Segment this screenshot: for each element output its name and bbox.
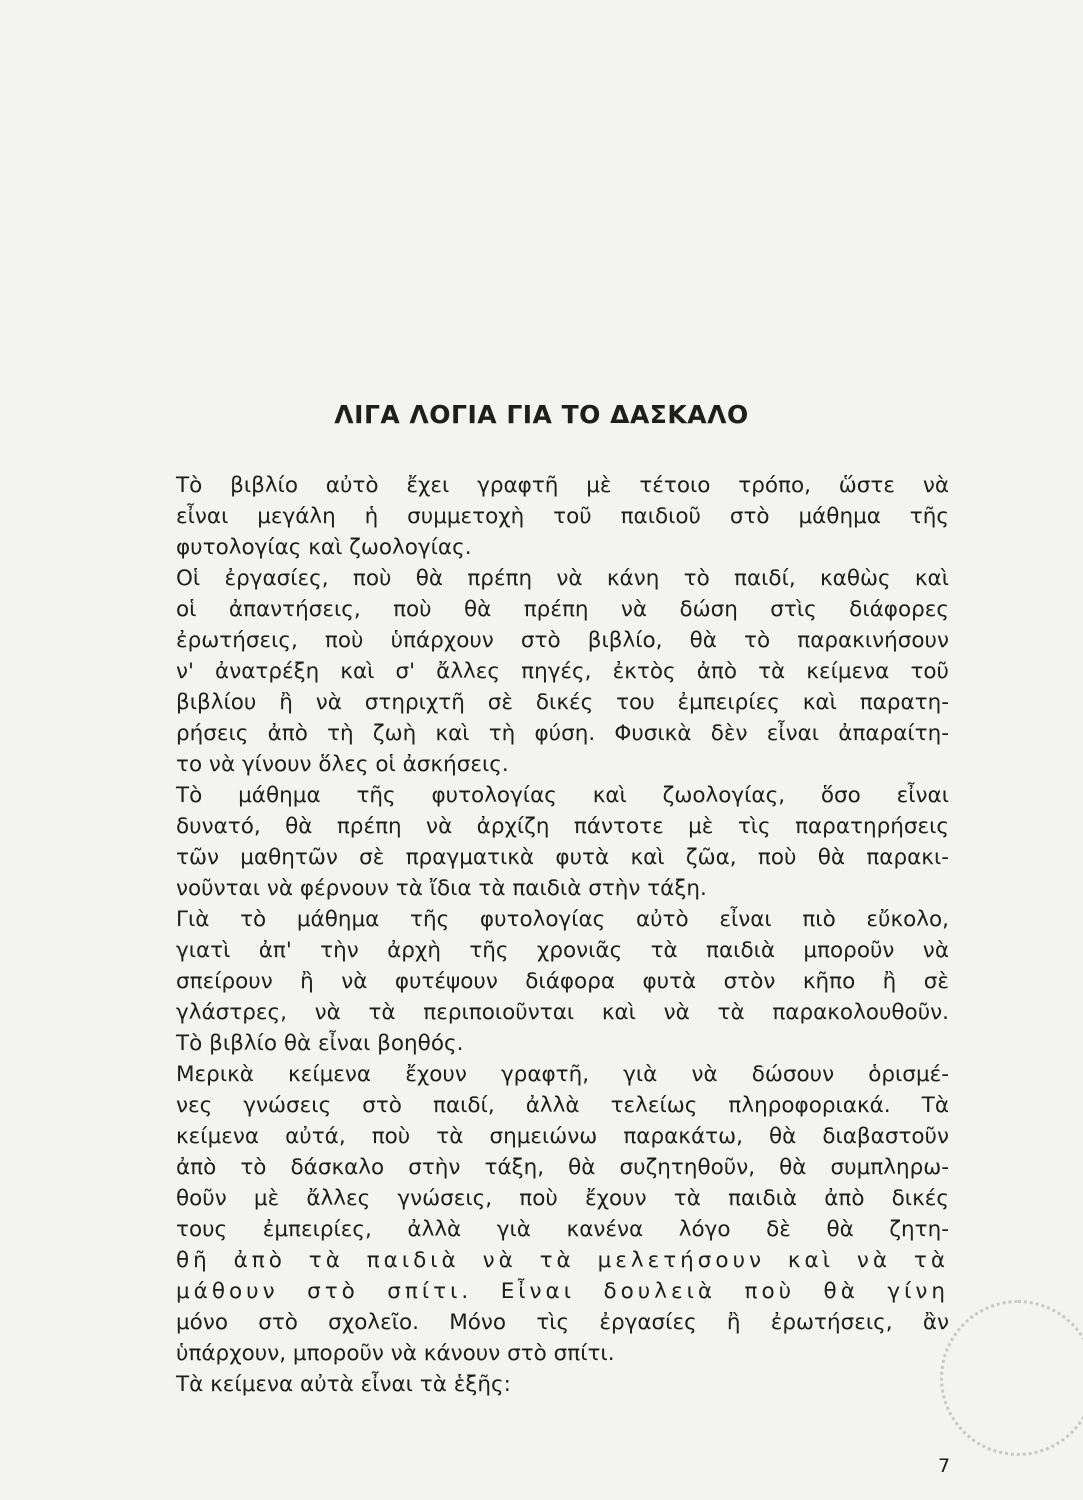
text-line: γλάστρες, νὰ τὰ περιποιοῦνται καὶ νὰ τὰ παρακολουθοῦν. [176, 1000, 949, 1025]
text-line: γιατὶ ἀπ' τὴν ἀρχὴ τῆς χρονιᾶς τὰ παιδιὰ μποροῦν νὰ [176, 938, 949, 963]
text-line: οἱ ἀπαντήσεις, ποὺ θὰ πρέπη νὰ δώση στὶς διάφορες [176, 597, 949, 622]
text-line: ρήσεις ἀπὸ τὴ ζωὴ καὶ τὴ φύση. Φυσικὰ δὲν εἶναι ἀπαραίτη- [176, 721, 949, 746]
text-line: Τὸ μάθημα τῆς φυτολογίας καὶ ζωολογίας, ὅσο εἶναι [176, 783, 949, 808]
text-line: ἐρωτήσεις, ποὺ ὑπάρχουν στὸ βιβλίο, θὰ τὸ παρακινήσουν [176, 628, 949, 653]
paragraph [176, 563, 949, 780]
text-line: Τὸ βιβλίο αὐτὸ ἔχει γραφτῆ μὲ τέτοιο τρόπο, ὥστε νὰ [176, 473, 949, 498]
text-line: ἀπὸ τὸ δάσκαλο στὴν τάξη, θὰ συζητηθοῦν, θὰ συμπληρω- [176, 1155, 949, 1180]
text-line: τῶν μαθητῶν σὲ πραγματικὰ φυτὰ καὶ ζῶα, ποὺ θὰ παρακι- [176, 845, 949, 870]
text-line: Τὰ κείμενα αὐτὰ εἶναι τὰ ἑξῆς: [176, 1372, 511, 1397]
text-line: Μερικὰ κείμενα ἔχουν γραφτῆ, γιὰ νὰ δώσουν ὁρισμέ- [176, 1062, 949, 1087]
text-line: τους ἐμπειρίες, ἀλλὰ γιὰ κανένα λόγο δὲ θὰ ζητη- [176, 1217, 949, 1242]
text-line: εἶναι μεγάλη ἡ συμμετοχὴ τοῦ παιδιοῦ στὸ μάθημα τῆς [176, 504, 949, 529]
text-line: δυνατό, θὰ πρέπη νὰ ἀρχίζη πάντοτε μὲ τὶς παρατηρήσεις [176, 814, 949, 839]
paragraph [176, 1059, 949, 1369]
paragraph [176, 470, 949, 563]
text-line: σπείρουν ἢ νὰ φυτέψουν διάφορα φυτὰ στὸν κῆπο ἢ σὲ [176, 969, 949, 994]
text-line: ὑπάρχουν, μποροῦν νὰ κάνουν στὸ σπίτι. [176, 1341, 615, 1366]
page-title: ΛΙΓΑ ΛΟΓΙΑ ΓΙΑ ΤΟ ΔΑΣΚΑΛΟ [334, 400, 749, 429]
paragraph [176, 1369, 949, 1400]
text-line: ν' ἀνατρέξη καὶ σ' ἄλλες πηγές, ἐκτὸς ἀπὸ τὰ κείμενα τοῦ [176, 659, 949, 684]
text-line: νες γνώσεις στὸ παιδί, ἀλλὰ τελείως πληροφοριακά. Τὰ [176, 1093, 949, 1118]
library-stamp [940, 1300, 1083, 1456]
page-number: 7 [938, 1455, 951, 1477]
body-text [176, 470, 949, 1400]
text-line: μόνο στὸ σχολεῖο. Μόνο τὶς ἐργασίες ἢ ἐρωτήσεις, ἂν [176, 1310, 949, 1335]
text-line: Γιὰ τὸ μάθημα τῆς φυτολογίας αὐτὸ εἶναι πιὸ εὔκολο, [176, 907, 949, 932]
text-line: νοῦνται νὰ φέρνουν τὰ ἴδια τὰ παιδιὰ στὴν τάξη. [176, 876, 707, 901]
paragraph [176, 780, 949, 904]
text-line: θοῦν μὲ ἄλλες γνώσεις, ποὺ ἔχουν τὰ παιδιὰ ἀπὸ δικές [176, 1186, 949, 1211]
text-line: βιβλίου ἢ νὰ στηριχτῆ σὲ δικές του ἐμπειρίες καὶ παρατη- [176, 690, 949, 715]
text-line: μάθουν στὸ σπίτι. Εἶναι δουλειὰ ποὺ θὰ γίνη [176, 1279, 949, 1304]
text-line: κείμενα αὐτά, ποὺ τὰ σημειώνω παρακάτω, θὰ διαβαστοῦν [176, 1124, 949, 1149]
paragraph [176, 904, 949, 1059]
text-line: θῆ ἀπὸ τὰ παιδιὰ νὰ τὰ μελετήσουν καὶ νὰ τὰ [176, 1248, 949, 1273]
text-line: Τὸ βιβλίο θὰ εἶναι βοηθός. [176, 1031, 464, 1056]
text-line: φυτολογίας καὶ ζωολογίας. [176, 535, 472, 560]
text-line: Οἱ ἐργασίες, ποὺ θὰ πρέπη νὰ κάνη τὸ παιδί, καθὼς καὶ [176, 566, 949, 591]
text-line: το νὰ γίνουν ὅλες οἱ ἀσκήσεις. [176, 752, 509, 777]
